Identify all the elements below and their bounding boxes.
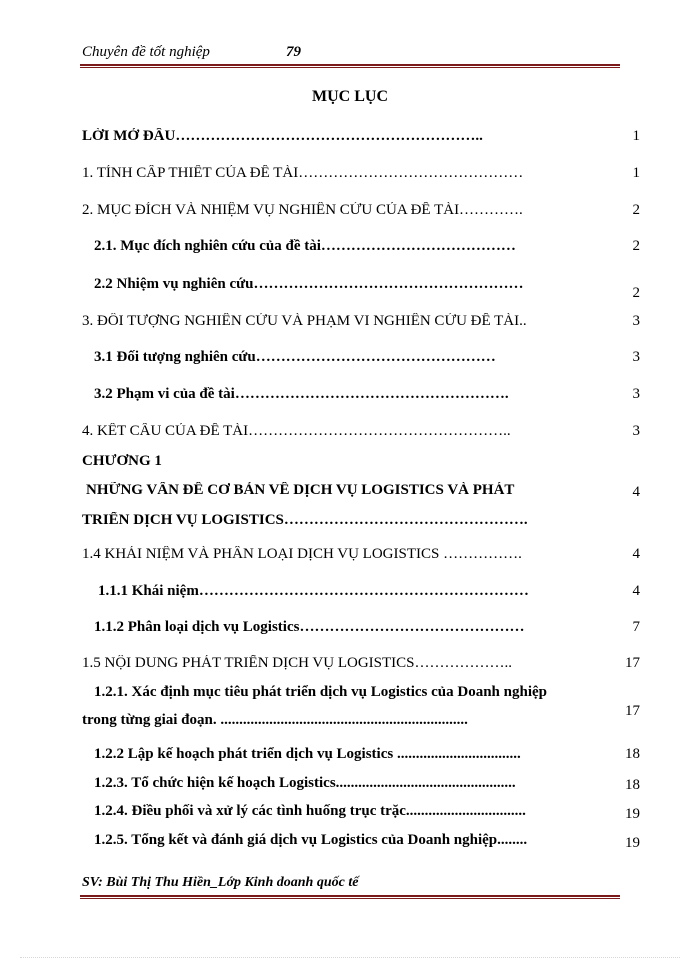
toc-entry-page: 19 (625, 806, 640, 822)
toc-entry-text: 1.2.2 Lập kế hoạch phát triển dịch vụ Logistics ................................. (94, 746, 521, 762)
toc-entry-page: 2 (632, 238, 640, 254)
toc-entry-page: 2 (632, 202, 640, 218)
header-page-number: 79 (286, 44, 301, 60)
page-bottom-divider (20, 957, 680, 958)
toc-entry-text: 1.5 NỘI DUNG PHÁT TRIỂN DỊCH VỤ LOGISTICS……………….. (82, 655, 513, 671)
toc-entry-page: 3 (632, 386, 640, 402)
header-title: Chuyên đề tốt nghiệp (82, 44, 210, 60)
toc-entry-page: 1 (632, 165, 640, 181)
toc-entry-text: 2.2 Nhiệm vụ nghiên cứu……………………………………………… (94, 276, 524, 292)
toc-entry-text: 1.2.4. Điều phối và xử lý các tình huống trục trặc................................ (94, 803, 526, 819)
toc-entry-text: 4. KẾT CẤU CỦA ĐỀ TÀI…………………………………………….. (82, 423, 511, 439)
toc-entry-text: TRIỂN DỊCH VỤ LOGISTICS…………………………………………. (82, 512, 528, 528)
toc-entry-text: 1.2.5. Tổng kết và đánh giá dịch vụ Logistics của Doanh nghiệp........ (94, 832, 528, 848)
toc-entry-text: 2.1. Mục đích nghiên cứu của đề tài………………………………… (94, 238, 516, 254)
toc-entry-page: 4 (632, 484, 640, 500)
toc-entry-page: 18 (625, 777, 640, 793)
toc-entry-text: LỜI MỞ ĐẦU…………………………………………………….. (82, 128, 483, 144)
toc-entry-page: 3 (632, 313, 640, 329)
toc-entry-text: 1.2.3. Tổ chức hiện kế hoạch Logistics................................................ (94, 775, 516, 791)
toc-entry-page: 17 (625, 703, 640, 719)
toc-entry-page: 3 (632, 423, 640, 439)
toc-entry-page: 19 (625, 835, 640, 851)
toc-entry-text: 3. ĐỐI TƯỢNG NGHIÊN CỨU VÀ PHẠM VI NGHIÊN CỨU ĐỀ TÀI.. (82, 313, 527, 329)
toc-entry-text: NHỮNG VẤN ĐỀ CƠ BẢN VỀ DỊCH VỤ LOGISTICS VÀ PHÁT (86, 482, 515, 498)
toc-entry-page: 18 (625, 746, 640, 762)
toc-entry-text: 2. MỤC ĐÍCH VÀ NHIỆM VỤ NGHIÊN CỨU CỦA ĐỀ TÀI…………. (82, 202, 523, 218)
toc-entry-text: trong từng giai đoạn. .................................................................. (82, 712, 468, 728)
chapter-label: CHƯƠNG 1 (82, 453, 162, 469)
footer-rule (80, 895, 620, 899)
toc-title: MỤC LỤC (312, 88, 388, 105)
toc-entry-page: 3 (632, 349, 640, 365)
footer-author: SV: Bùi Thị Thu Hiền_Lớp Kinh doanh quốc tế (82, 875, 359, 890)
toc-entry-page: 17 (625, 655, 640, 671)
toc-entry-text: 1.4 KHÁI NIỆM VÀ PHÂN LOẠI DỊCH VỤ LOGISTICS ……………. (82, 546, 522, 562)
toc-entry-text: 1.1.2 Phân loại dịch vụ Logistics……………………………………… (94, 619, 525, 635)
toc-entry-page: 7 (632, 619, 640, 635)
toc-entry-page: 2 (632, 285, 640, 301)
toc-entry-text: 1. TÍNH CẤP THIẾT CỦA ĐỀ TÀI……………………………………… (82, 165, 524, 181)
toc-entry-text: 1.2.1. Xác định mục tiêu phát triển dịch vụ Logistics của Doanh nghiệp (94, 684, 547, 700)
toc-entry-text: 3.2 Phạm vi của đề tài………………………………………………. (94, 386, 509, 402)
toc-entry-text: 3.1 Đối tượng nghiên cứu………………………………………… (94, 349, 496, 365)
toc-entry-page: 4 (632, 546, 640, 562)
toc-entry-text: 1.1.1 Khái niệm………………………………………………………… (98, 583, 529, 599)
toc-entry-page: 4 (632, 583, 640, 599)
toc-entry-page: 1 (632, 128, 640, 144)
